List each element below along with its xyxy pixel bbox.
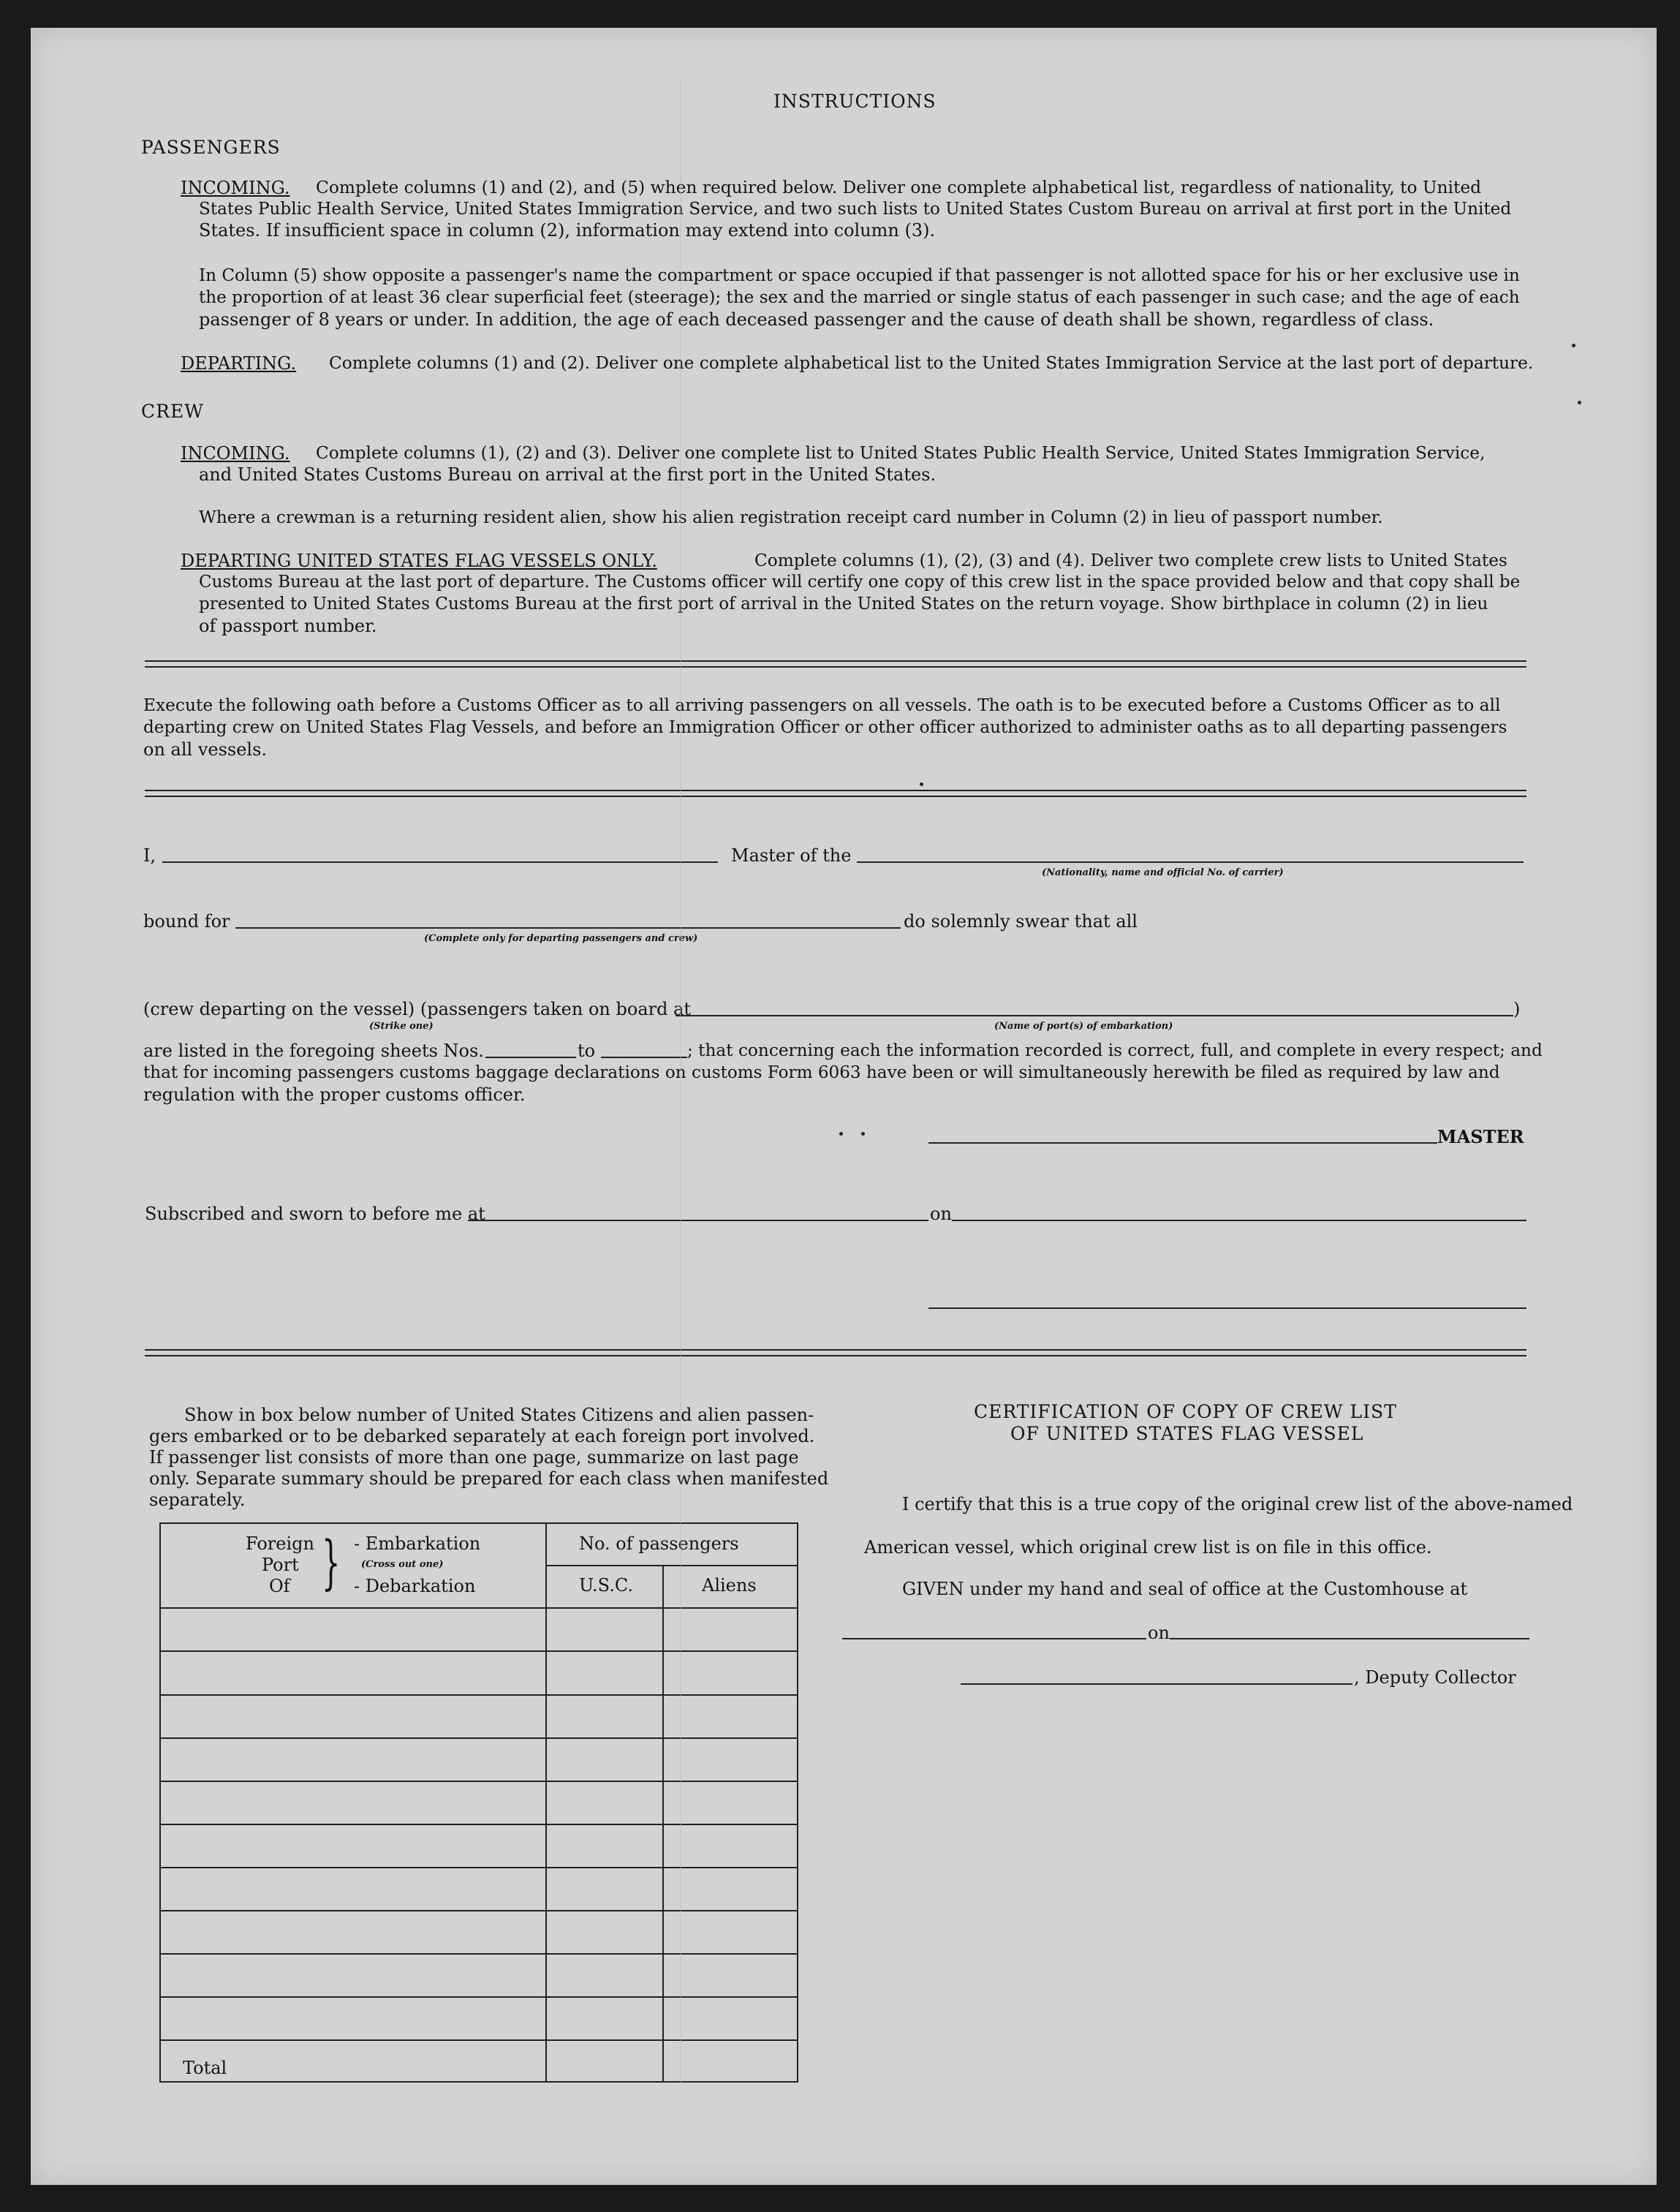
- passengers-departing-label: DEPARTING.: [181, 353, 297, 374]
- speck: [861, 1132, 865, 1136]
- certification-title-line1: CERTIFICATION OF COPY OF CREW LIST: [974, 1401, 1397, 1422]
- fold-crease: [680, 80, 681, 2084]
- sheet-to-field[interactable]: [601, 1057, 687, 1058]
- table-header-debarkation: - Debarkation: [354, 1576, 476, 1596]
- speck: [1578, 401, 1581, 404]
- oath-i-label: I,: [143, 845, 156, 866]
- table-row: [159, 1953, 798, 1955]
- passengers-incoming-line3: States. If insufficient space in column (2), information may extend into column (3).: [199, 220, 936, 241]
- certification-line2: American vessel, which original crew list is on file in this office.: [864, 1537, 1432, 1558]
- table-row: [159, 1910, 798, 1911]
- table-row: [159, 1737, 798, 1739]
- to-label: to: [578, 1041, 596, 1061]
- table-row: [159, 1650, 798, 1652]
- sworn-place-field[interactable]: [468, 1220, 928, 1221]
- oath-intro-line1: Execute the following oath before a Customs Officer as to all arriving passengers on all vessels. The oath is to be executed before a Customs Officer as to all: [143, 695, 1501, 715]
- strike-caption: (Strike one): [369, 1021, 434, 1032]
- passengers-incoming-line2: States Public Health Service, United States Immigration Service, and two such lists to United States Custom Bureau on arrival at first port in the United: [199, 200, 1512, 219]
- table-header-cross-out: (Cross out one): [361, 1559, 444, 1570]
- master-of-label: Master of the: [731, 845, 852, 866]
- table-header-of: Of: [269, 1576, 290, 1596]
- returning-resident-text: Where a crewman is a returning resident alien, show his alien registration receipt card number in Column (2) in lieu of passport number.: [199, 507, 1383, 527]
- double-rule: [145, 660, 1526, 668]
- certification-line3: GIVEN under my hand and seal of office at the Customhouse at: [902, 1579, 1468, 1599]
- double-rule: [145, 1349, 1526, 1356]
- close-paren: ): [1513, 999, 1521, 1019]
- table-row: [159, 1607, 798, 1609]
- bound-for-label: bound for: [143, 911, 230, 932]
- table-row: [159, 2039, 798, 2041]
- column5-line2: the proportion of at least 36 clear superficial feet (steerage); the sex and the married or single status of each passenger in such case; and the age of each: [199, 288, 1520, 307]
- passengers-departing-text: Complete columns (1) and (2). Deliver one complete alphabetical list to the United States Immigration Service at the last port of departure.: [329, 353, 1534, 373]
- crew-incoming-label: INCOMING.: [181, 443, 290, 464]
- table-row: [159, 1781, 798, 1782]
- table-header-usc: U.S.C.: [579, 1575, 634, 1596]
- certification-title-line2: OF UNITED STATES FLAG VESSEL: [1010, 1423, 1364, 1444]
- deputy-signature-field[interactable]: [961, 1683, 1352, 1685]
- master-name-field[interactable]: [162, 861, 718, 863]
- crew-flag-line3: presented to United States Customs Bureau at the first port of arrival in the United States on the return voyage. Show birthplace in column (2) in lieu: [199, 594, 1488, 614]
- speck: [1572, 344, 1575, 347]
- oath-intro-line2: departing crew on United States Flag Vessels, and before an Immigration Officer or other officer authorized to administer oaths as to all departing passengers: [143, 718, 1507, 737]
- sheet-from-field[interactable]: [485, 1057, 576, 1058]
- passenger-summary-table: [159, 1522, 798, 2083]
- carrier-field[interactable]: [857, 861, 1524, 863]
- table-divider: [545, 1565, 798, 1566]
- listed-rest: ; that concerning each the information recorded is correct, full, and complete in every respect; and: [687, 1041, 1543, 1060]
- double-rule: [145, 790, 1526, 797]
- table-row: [159, 1694, 798, 1696]
- summary-line1: Show in box below number of United States Citizens and alien passen-: [184, 1405, 814, 1425]
- swear-label: do solemnly swear that all: [904, 911, 1138, 932]
- sworn-date-field[interactable]: [952, 1220, 1526, 1221]
- subscribed-label: Subscribed and sworn to before me at: [145, 1204, 485, 1224]
- crew-incoming-line1: Complete columns (1), (2) and (3). Deliver one complete list to United States Public Health Service, United States Immigration Service,: [316, 443, 1486, 463]
- carrier-caption: (Nationality, name and official No. of carrier): [1042, 867, 1284, 878]
- crew-flag-line1: Complete columns (1), (2), (3) and (4). Deliver two complete crew lists to United States: [754, 551, 1507, 570]
- oath-intro-line3: on all vessels.: [143, 739, 268, 760]
- crew-departing-label: (crew departing on the vessel) (passengers taken on board at: [143, 999, 692, 1019]
- master-label: MASTER: [1437, 1126, 1524, 1147]
- officer-signature-field[interactable]: [928, 1307, 1526, 1309]
- table-total-label: Total: [183, 2058, 227, 2078]
- certification-date-field[interactable]: [1170, 1638, 1529, 1639]
- speck: [920, 782, 923, 786]
- summary-line2: gers embarked or to be debarked separately at each foreign port involved.: [149, 1426, 815, 1446]
- master-signature-field[interactable]: [928, 1142, 1437, 1144]
- crew-incoming-line2: and United States Customs Bureau on arrival at the first port in the United States.: [199, 464, 937, 485]
- crew-heading: CREW: [141, 401, 204, 422]
- summary-line4: only. Separate summary should be prepared for each class when manifested: [149, 1468, 829, 1489]
- table-header-aliens: Aliens: [702, 1575, 757, 1596]
- table-header-no-passengers: No. of passengers: [579, 1533, 739, 1554]
- sworn-on-label: on: [930, 1204, 952, 1224]
- certification-on-label: on: [1148, 1623, 1170, 1643]
- summary-line5: separately.: [149, 1490, 246, 1510]
- passengers-heading: PASSENGERS: [141, 137, 281, 158]
- passengers-incoming-label: INCOMING.: [181, 178, 290, 198]
- table-row: [159, 1996, 798, 1998]
- table-header-foreign: Foreign: [246, 1533, 314, 1554]
- passengers-incoming-line1: Complete columns (1) and (2), and (5) when required below. Deliver one complete alphabetical list, regardless of nationality, to United: [316, 178, 1482, 197]
- port-caption: (Name of port(s) of embarkation): [994, 1021, 1173, 1032]
- table-divider: [545, 1522, 547, 2083]
- table-header-port: Port: [262, 1555, 299, 1575]
- speck: [839, 1132, 843, 1136]
- deputy-collector-label: , Deputy Collector: [1354, 1667, 1516, 1688]
- crew-flag-line4: of passport number.: [199, 616, 377, 636]
- listed-label: are listed in the foregoing sheets Nos.: [143, 1041, 484, 1061]
- crew-flag-line2: Customs Bureau at the last port of departure. The Customs officer will certify one copy of this crew list in the space provided below and that copy shall be: [199, 573, 1521, 592]
- oath-line3: regulation with the proper customs officer.: [143, 1084, 526, 1105]
- page-title: INSTRUCTIONS: [773, 91, 937, 112]
- certification-line1: I certify that this is a true copy of the original crew list of the above-named: [902, 1494, 1573, 1514]
- brace-icon: }: [322, 1528, 341, 1596]
- table-row: [159, 1867, 798, 1868]
- embarkation-port-field[interactable]: [676, 1015, 1513, 1016]
- summary-line3: If passenger list consists of more than one page, summarize on last page: [149, 1447, 799, 1468]
- bound-for-field[interactable]: [235, 927, 901, 929]
- column5-line3: passenger of 8 years or under. In addition, the age of each deceased passenger and the cause of death shall be shown, regardless of class.: [199, 309, 1434, 330]
- table-row: [159, 1824, 798, 1825]
- bound-for-caption: (Complete only for departing passengers and crew): [424, 933, 698, 944]
- customhouse-field[interactable]: [842, 1638, 1146, 1639]
- column5-line1: In Column (5) show opposite a passenger's name the compartment or space occupied if that passenger is not allotted space for his or her exclusive use in: [199, 266, 1520, 285]
- table-header-embarkation: - Embarkation: [354, 1533, 481, 1554]
- oath-line2: that for incoming passengers customs baggage declarations on customs Form 6063 have been or will simultaneously herewith be filed as required by law and: [143, 1063, 1500, 1082]
- crew-flag-vessels-label: DEPARTING UNITED STATES FLAG VESSELS ONLY.: [181, 551, 657, 571]
